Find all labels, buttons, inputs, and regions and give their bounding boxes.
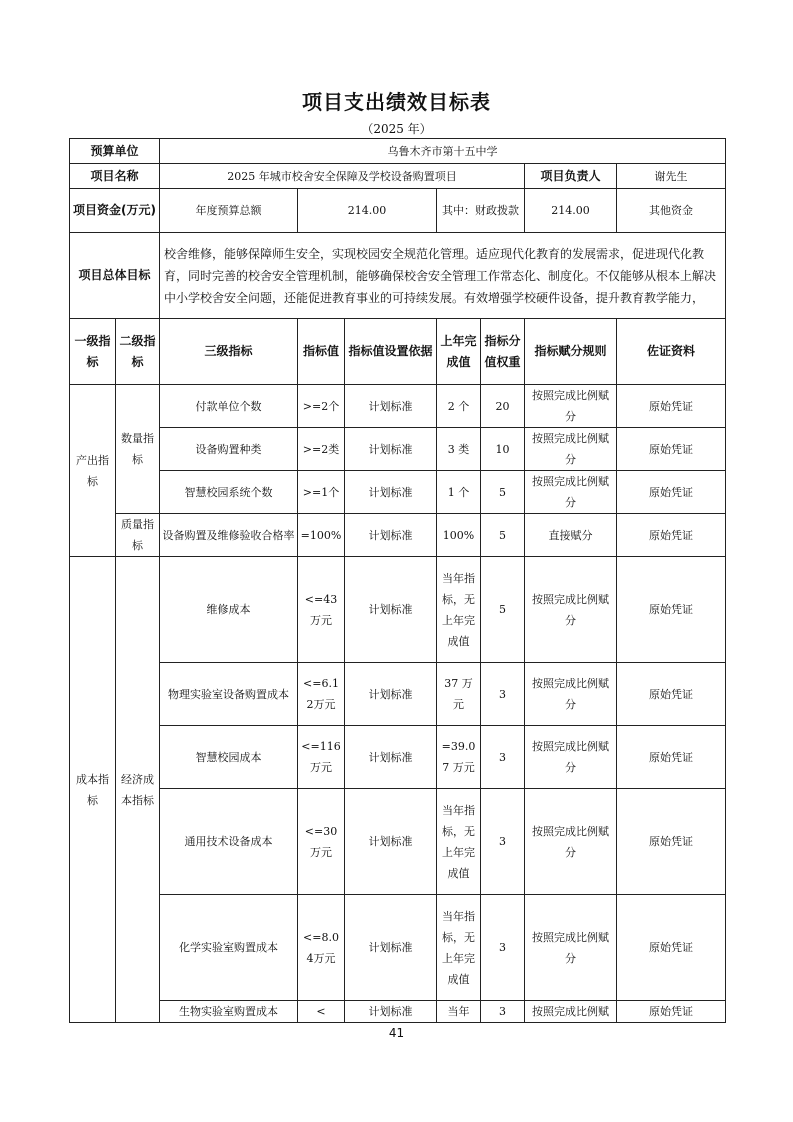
row-evidence: 原始凭证 bbox=[617, 514, 726, 557]
table-row bbox=[70, 1001, 726, 1023]
row-last: 2 个 bbox=[437, 385, 481, 428]
row-evidence: 原始凭证 bbox=[617, 385, 726, 428]
row-weight: 5 bbox=[481, 557, 525, 663]
row-basis: 计划标准 bbox=[345, 726, 437, 789]
row-basis: 计划标准 bbox=[345, 663, 437, 726]
table-row bbox=[70, 471, 726, 514]
table-row bbox=[70, 557, 726, 663]
row-value: >=1个 bbox=[298, 471, 345, 514]
row-basis: 计划标准 bbox=[345, 557, 437, 663]
row-rule: 按照完成比例赋分 bbox=[525, 895, 617, 1001]
row-last: 100% bbox=[437, 514, 481, 557]
row-basis: 计划标准 bbox=[345, 1001, 437, 1023]
row-weight: 5 bbox=[481, 514, 525, 557]
table-row bbox=[70, 789, 726, 895]
row-last: =39.07 万元 bbox=[437, 726, 481, 789]
col-level1: 一级指标 bbox=[70, 319, 116, 385]
row-last: 1 个 bbox=[437, 471, 481, 514]
row-value: >=2个 bbox=[298, 385, 345, 428]
row-evidence: 原始凭证 bbox=[617, 557, 726, 663]
table-row bbox=[70, 385, 726, 428]
row-weight: 5 bbox=[481, 471, 525, 514]
col-weight: 指标分值权重 bbox=[481, 319, 525, 385]
row-value: <=30万元 bbox=[298, 789, 345, 895]
row-value: <=116万元 bbox=[298, 726, 345, 789]
table-row bbox=[70, 428, 726, 471]
other-fund-label: 其他资金 bbox=[617, 189, 726, 233]
row-rule: 按照完成比例赋分 bbox=[525, 385, 617, 428]
document-title: 项目支出绩效目标表 bbox=[302, 90, 491, 114]
row-rule: 按照完成比例赋分 bbox=[525, 557, 617, 663]
page-number: 41 bbox=[388, 1026, 405, 1040]
row-basis: 计划标准 bbox=[345, 428, 437, 471]
row-basis: 计划标准 bbox=[345, 514, 437, 557]
fiscal-fund-value: 214.00 bbox=[525, 189, 617, 233]
table-row bbox=[70, 895, 726, 1001]
row-name: 维修成本 bbox=[160, 557, 298, 663]
row-name: 设备购置及维修验收合格率 bbox=[160, 514, 298, 557]
row-value: <=6.12万元 bbox=[298, 663, 345, 726]
row-rule: 按照完成比例赋分 bbox=[525, 663, 617, 726]
row-last: 当年 bbox=[437, 1001, 481, 1023]
row-evidence: 原始凭证 bbox=[617, 789, 726, 895]
row-weight: 3 bbox=[481, 895, 525, 1001]
row-rule: 按照完成比例赋分 bbox=[525, 428, 617, 471]
document-year: （2025 年） bbox=[361, 122, 432, 136]
table-row bbox=[70, 514, 726, 557]
project-name-label: 项目名称 bbox=[70, 164, 160, 189]
table-row bbox=[70, 726, 726, 789]
col-last-year: 上年完成值 bbox=[437, 319, 481, 385]
row-evidence: 原始凭证 bbox=[617, 726, 726, 789]
project-fund-label: 项目资金(万元) bbox=[70, 189, 160, 233]
row-last: 当年指标，无上年完成值 bbox=[437, 557, 481, 663]
group-quality: 质量指标 bbox=[116, 514, 160, 557]
row-name: 智慧校园成本 bbox=[160, 726, 298, 789]
row-basis: 计划标准 bbox=[345, 789, 437, 895]
row-weight: 10 bbox=[481, 428, 525, 471]
row-name: 化学实验室购置成本 bbox=[160, 895, 298, 1001]
row-basis: 计划标准 bbox=[345, 471, 437, 514]
project-leader-value: 谢先生 bbox=[617, 164, 726, 189]
performance-target-table bbox=[69, 138, 726, 1023]
group-output: 产出指标 bbox=[70, 385, 116, 557]
project-goal-label: 项目总体目标 bbox=[70, 233, 160, 319]
row-value: <=43万元 bbox=[298, 557, 345, 663]
row-last: 3 类 bbox=[437, 428, 481, 471]
row-value: =100% bbox=[298, 514, 345, 557]
row-rule: 按照完成比例赋 bbox=[525, 1001, 617, 1023]
row-value: <=8.04万元 bbox=[298, 895, 345, 1001]
row-rule: 按照完成比例赋分 bbox=[525, 726, 617, 789]
group-economic: 经济成本指标 bbox=[116, 557, 160, 1023]
col-value: 指标值 bbox=[298, 319, 345, 385]
col-basis: 指标值设置依据 bbox=[345, 319, 437, 385]
project-goal-text: 校舍维修，能够保障师生安全，实现校园安全规范化管理。适应现代化教育的发展需求，促进现代化教育，同时完善的校舍安全管理机制，能够确保校舍安全管理工作常态化、制度化。不仅能够从根本上解决中小学校舍安全问题，还能促进教育事业的可持续发展。有效增强学校硬件设备，提升教育教学能力， bbox=[160, 233, 726, 319]
row-name: 设备购置种类 bbox=[160, 428, 298, 471]
group-cost: 成本指标 bbox=[70, 557, 116, 1023]
row-basis: 计划标准 bbox=[345, 895, 437, 1001]
row-name: 生物实验室购置成本 bbox=[160, 1001, 298, 1023]
col-level2: 二级指标 bbox=[116, 319, 160, 385]
row-name: 付款单位个数 bbox=[160, 385, 298, 428]
table-row bbox=[70, 663, 726, 726]
row-value: >=2类 bbox=[298, 428, 345, 471]
col-rule: 指标赋分规则 bbox=[525, 319, 617, 385]
row-rule: 按照完成比例赋分 bbox=[525, 471, 617, 514]
row-rule: 直接赋分 bbox=[525, 514, 617, 557]
row-evidence: 原始凭证 bbox=[617, 663, 726, 726]
row-weight: 3 bbox=[481, 663, 525, 726]
row-last: 37 万元 bbox=[437, 663, 481, 726]
col-evidence: 佐证资料 bbox=[617, 319, 726, 385]
row-evidence: 原始凭证 bbox=[617, 471, 726, 514]
annual-total-value: 214.00 bbox=[298, 189, 437, 233]
col-level3: 三级指标 bbox=[160, 319, 298, 385]
row-name: 智慧校园系统个数 bbox=[160, 471, 298, 514]
annual-total-label: 年度预算总额 bbox=[160, 189, 298, 233]
row-weight: 3 bbox=[481, 726, 525, 789]
row-weight: 20 bbox=[481, 385, 525, 428]
row-evidence: 原始凭证 bbox=[617, 1001, 726, 1023]
group-quantity: 数量指标 bbox=[116, 385, 160, 514]
row-basis: 计划标准 bbox=[345, 385, 437, 428]
budget-unit-label: 预算单位 bbox=[70, 139, 160, 164]
row-weight: 3 bbox=[481, 1001, 525, 1023]
row-evidence: 原始凭证 bbox=[617, 895, 726, 1001]
row-last: 当年指标，无上年完成值 bbox=[437, 895, 481, 1001]
row-evidence: 原始凭证 bbox=[617, 428, 726, 471]
project-leader-label: 项目负责人 bbox=[525, 164, 617, 189]
row-value: < bbox=[298, 1001, 345, 1023]
fiscal-fund-label: 其中：财政拨款 bbox=[437, 189, 525, 233]
row-rule: 按照完成比例赋分 bbox=[525, 789, 617, 895]
row-name: 通用技术设备成本 bbox=[160, 789, 298, 895]
project-name-value: 2025 年城市校舍安全保障及学校设备购置项目 bbox=[160, 164, 525, 189]
row-last: 当年指标，无上年完成值 bbox=[437, 789, 481, 895]
budget-unit-value: 乌鲁木齐市第十五中学 bbox=[160, 139, 726, 164]
row-weight: 3 bbox=[481, 789, 525, 895]
row-name: 物理实验室设备购置成本 bbox=[160, 663, 298, 726]
